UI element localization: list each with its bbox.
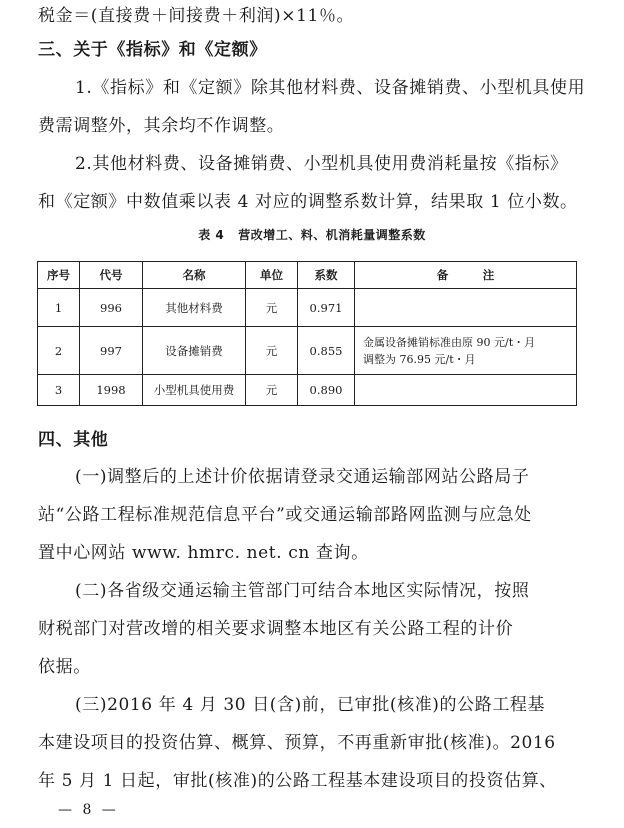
item-1-line-2: 费需调整外，其余均不作调整。 [38, 116, 285, 136]
section-4-heading: 四、其他 [38, 430, 109, 450]
p2-line-1: (二)各省级交通运输主管部门可结合本地区实际情况，按照 [75, 581, 530, 601]
page-number: — 8 — [58, 802, 119, 818]
table-header-row [38, 262, 577, 289]
section-3-heading: 三、关于《指标》和《定额》 [38, 40, 267, 60]
table-row [38, 375, 577, 406]
adjustment-coefficient-table [37, 261, 577, 406]
cell-seq: 1 [38, 289, 80, 327]
table-row [38, 289, 577, 327]
cell-coef: 0.855 [298, 327, 355, 375]
cell-note [355, 327, 577, 375]
cell-code: 997 [80, 327, 143, 375]
cell-coef: 0.890 [298, 375, 355, 406]
header-note: 备 注 [355, 262, 577, 289]
header-name: 名称 [143, 262, 246, 289]
p1-line-2: 站“公路工程标准规范信息平台”或交通运输部路网监测与应急处 [38, 505, 532, 525]
p3-line-1: (三)2016 年 4 月 30 日(含)前，已审批(核准)的公路工程基 [75, 695, 546, 715]
item-1-line-1: 1.《指标》和《定额》除其他材料费、设备摊销费、小型机具使用 [75, 78, 586, 98]
header-code: 代号 [80, 262, 143, 289]
cell-code: 1998 [80, 375, 143, 406]
cell-code: 996 [80, 289, 143, 327]
cell-seq: 2 [38, 327, 80, 375]
cell-unit: 元 [246, 327, 298, 375]
note-line-2: 调整为 76.95 元/t・月 [363, 352, 476, 366]
cell-coef: 0.971 [298, 289, 355, 327]
cell-seq: 3 [38, 375, 80, 406]
p2-line-3: 依据。 [38, 657, 91, 677]
cell-name: 小型机具使用费 [143, 375, 246, 406]
cell-note [355, 375, 577, 406]
tax-formula-line: 税金＝(直接费＋间接费＋利润)×11％。 [38, 6, 355, 26]
table-caption-title: 营改增工、料、机消耗量调整系数 [238, 228, 426, 242]
header-seq: 序号 [38, 262, 80, 289]
p3-line-3: 年 5 月 1 日起，审批(核准)的公路工程基本建设项目的投资估算、 [38, 771, 557, 791]
cell-name: 其他材料费 [143, 289, 246, 327]
note-line-1: 金属设备摊销标准由原 90 元/t・月 [363, 335, 536, 349]
table-row [38, 327, 577, 375]
p2-line-2: 财税部门对营改增的相关要求调整本地区有关公路工程的计价 [38, 619, 514, 639]
item-2-line-2: 和《定额》中数值乘以表 4 对应的调整系数计算，结果取 1 位小数。 [38, 192, 578, 212]
cell-note [355, 289, 577, 327]
header-unit: 单位 [246, 262, 298, 289]
p3-line-2: 本建设项目的投资估算、概算、预算，不再重新审批(核准)。2016 [38, 733, 556, 753]
table-caption [0, 226, 624, 243]
p1-line-1: (一)调整后的上述计价依据请登录交通运输部网站公路局子 [75, 467, 530, 487]
cell-unit: 元 [246, 289, 298, 327]
item-2-line-1: 2.其他材料费、设备摊销费、小型机具使用费消耗量按《指标》 [75, 154, 568, 174]
table-caption-number: 表 4 [198, 228, 225, 242]
p1-line-3: 置中心网站 www. hmrc. net. cn 查询。 [38, 543, 369, 563]
cell-unit: 元 [246, 375, 298, 406]
header-coef: 系数 [298, 262, 355, 289]
cell-name: 设备摊销费 [143, 327, 246, 375]
